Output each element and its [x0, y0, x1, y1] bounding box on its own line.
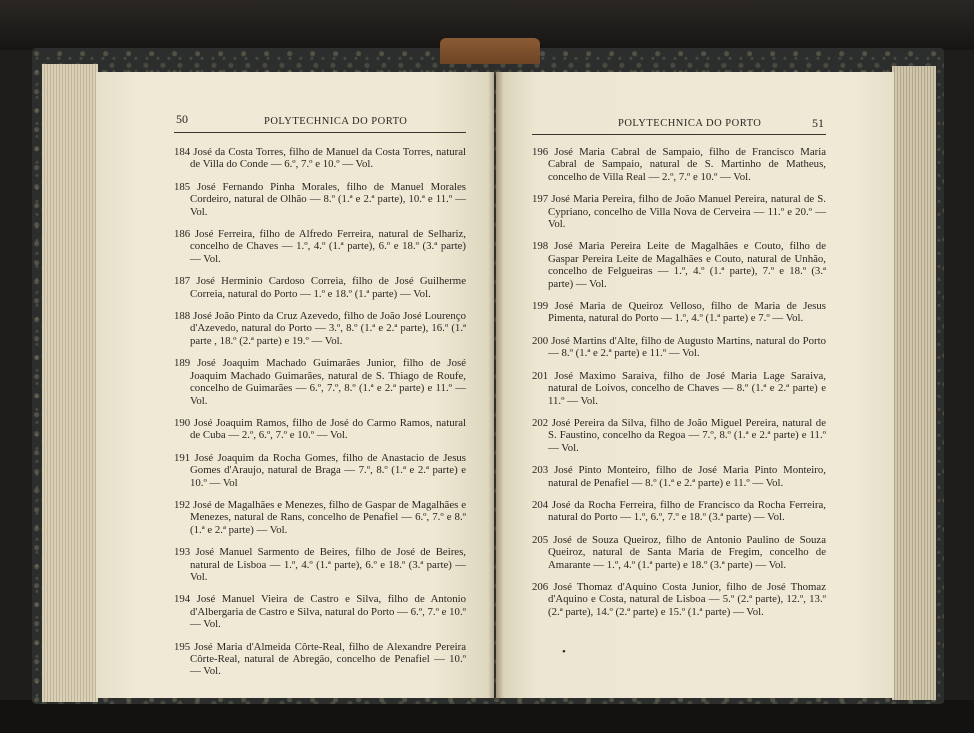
ink-dot: •: [562, 646, 566, 658]
list-item: 199 José Maria de Queiroz Velloso, filho de Maria de Jesus Pimenta, natural do Porto — 1.º, 4.º (1.ª parte) e 7.º — Vol.: [532, 300, 826, 325]
book-gutter: [488, 70, 504, 700]
list-item: 185 José Fernando Pinha Morales, filho de Manuel Morales Cordeiro, natural de Olhão — 8.º (1.ª e 2.ª parte), 10.ª e 11.º — Vol.: [174, 180, 466, 218]
list-item: 187 José Herminio Cardoso Correia, filho de José Guilherme Correia, natural do Porto — 1.º e 18.º (1.ª parte) — Vol.: [174, 275, 466, 300]
page-edges-left: [42, 64, 98, 702]
background-bottom: [0, 700, 974, 733]
list-item: 194 José Manuel Vieira de Castro e Silva, filho de Antonio d'Albergaria de Castro e Silva, natural do Porto — 6.º, 7.º e 10.º — Vol.: [174, 593, 466, 631]
list-item: 191 José Joaquim da Rocha Gomes, filho de Anastacio de Jesus Gomes d'Araujo, natural de Braga — 7.º, 8.º (1.ª e 2.ª parte) e 10.º — Vol: [174, 451, 466, 489]
running-head: POLYTECHNICA DO PORTO: [618, 118, 762, 129]
left-page: [96, 72, 494, 698]
list-item: 203 José Pinto Monteiro, filho de José Maria Pinto Monteiro, natural de Penafiel — 8.º (1.ª e 2.ª parte) e 11.º — Vol.: [532, 464, 826, 489]
list-item: 192 José de Magalhães e Menezes, filho de Gaspar de Magalhães e Menezes, natural de Rans, concelho de Penafiel — 6.º, 7.º e 8.º (1.ª e 2.ª parte) — Vol.: [174, 498, 466, 536]
page-number: 51: [812, 116, 824, 130]
list-item: 198 José Maria Pereira Leite de Magalhães e Couto, filho de Gaspar Pereira Leite de Magalhães e Couto, natural de Unhão, concelho de Felgueiras — 1.º, 4.º (1.ª parte), 7.º e 18.º (3.ª parte) — Vol.: [532, 240, 826, 290]
list-item: 206 José Thomaz d'Aquino Costa Junior, filho de José Thomaz d'Aquino e Costa, natural de Lisboa — 5.º (2.ª parte), 12.º, 13.º (2.ª parte), 14.º (2.ª parte) e 15.º (1.ª parte) — Vol.: [532, 580, 826, 618]
list-item: 184 José da Costa Torres, filho de Manuel da Costa Torres, natural de Villa do Conde — 6.º, 7.º e 10.º — Vol.: [174, 146, 466, 171]
running-head: POLYTECHNICA DO PORTO: [264, 116, 408, 127]
list-item: 195 José Maria d'Almeida Côrte-Real, filho de Alexandre Pereira Côrte-Real, natural de Abregão, concelho de Penafiel — 10.º — Vol.: [174, 640, 466, 678]
header-rule: [174, 132, 466, 133]
list-item: 204 José da Rocha Ferreira, filho de Francisco da Rocha Ferreira, natural do Porto — 1.º, 6.º, 7.º e 18.º (3.ª parte) — Vol.: [532, 498, 826, 524]
list-item: 196 José Maria Cabral de Sampaio, filho de Francisco Maria Cabral de Sampaio, natural de S. Martinho de Matheus, concelho de Villa Real — 2.º, 7.º e 10.º — Vol.: [532, 146, 826, 183]
list-item: 205 José de Souza Queiroz, filho de Antonio Paulino de Souza Queiroz, natural de Santa Maria de Fregim, concelho de Amarante — 1.º, 4.º (1.ª parte) e 18.º (3.ª parte) — Vol.: [532, 533, 826, 571]
list-item: 190 José Joaquim Ramos, filho de José do Carmo Ramos, natural de Cuba — 2.º, 6.º, 7.º e 10.º — Vol.: [174, 416, 466, 442]
list-item: 201 José Maximo Saraiva, filho de José Maria Lage Saraiva, natural de Loivos, concelho de Chaves — 8.º (1.ª e 2.ª parte) e 11.º — Vol.: [532, 369, 826, 407]
page-number: 50: [176, 112, 188, 126]
page-edges-right: [892, 66, 936, 700]
entry-list: [174, 146, 466, 688]
list-item: 188 José João Pinto da Cruz Azevedo, filho de João José Lourenço d'Azevedo, natural do Porto — 3.º, 8.º (1.ª e 2.ª parte), 16.º (1.ª parte , 18.º (2.ª parte) e 19.º — Vol.: [174, 310, 466, 347]
list-item: 197 José Maria Pereira, filho de João Manuel Pereira, natural de S. Cypriano, concelho de Villa Nova de Cerveira — 11.º e 20.º — Vol.: [532, 193, 826, 231]
right-page: [496, 72, 894, 698]
entry-list: [532, 146, 826, 628]
list-item: 200 José Martins d'Alte, filho de Augusto Martins, natural do Porto — 8.º (1.ª e 2.ª parte) e 11.º — Vol.: [532, 334, 826, 360]
header-rule: [532, 134, 826, 135]
book-spine: [440, 38, 540, 64]
list-item: 186 José Ferreira, filho de Alfredo Ferreira, natural de Selhariz, concelho de Chaves — 1.º, 4.º (1.ª parte), 6.º e 18.º (3.ª parte) — Vol.: [174, 228, 466, 265]
list-item: 193 José Manuel Sarmento de Beires, filho de José de Beires, natural de Lisboa — 1.º, 4.º (1.ª parte), 6.º e 18.º (3.ª parte) — Vol.: [174, 546, 466, 583]
list-item: 189 José Joaquim Machado Guimarães Junior, filho de José Joaquim Machado Guimarães, natural de S. Thiago de Roufe, concelho de Guimarães — 6.º, 7.º, 8.º (1.ª e 2.ª parte) e 11.º — Vol.: [174, 357, 466, 407]
list-item: 202 José Pereira da Silva, filho de João Miguel Pereira, natural de S. Faustino, concelho da Regoa — 7.º, 8.º (1.ª e 2.ª parte) e 11.º — Vol.: [532, 416, 826, 454]
